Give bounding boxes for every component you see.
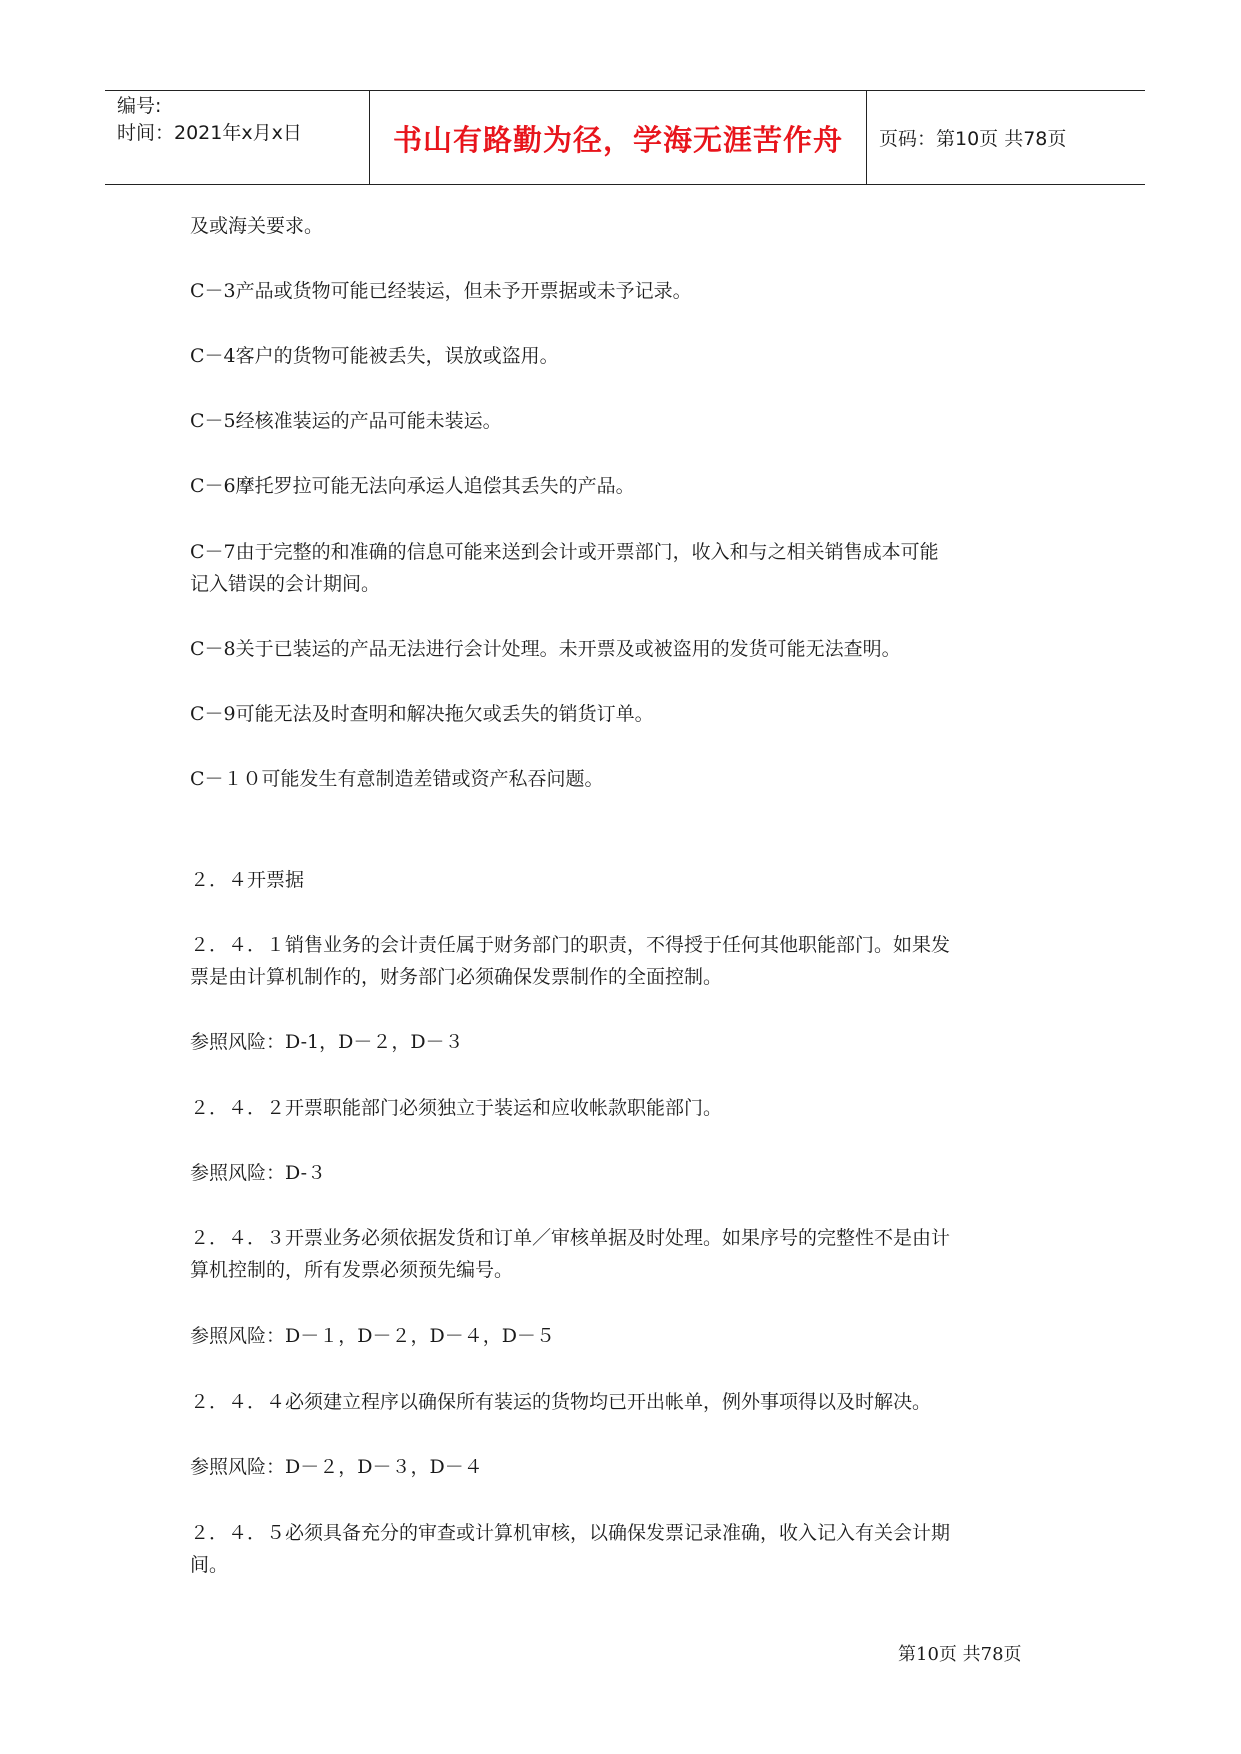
header-left-cell (105, 91, 369, 184)
paragraph: 票是由计算机制作的，财务部门必须确保发票制作的全面控制。 (190, 966, 723, 988)
header-motto-cell (369, 91, 867, 184)
paragraph: C－7由于完整的和准确的信息可能来送到会计或开票部门，收入和与之相关销售成本可能 (190, 541, 939, 563)
header-motto: 书山有路勤为径，学海无涯苦作舟 (392, 123, 843, 157)
paragraph: ２．４．１销售业务的会计责任属于财务部门的职责，不得授于任何其他职能部门。如果发 (190, 934, 951, 956)
page-footer: 第10页 共78页 (898, 1644, 1022, 1665)
paragraph: ２．４．３开票业务必须依据发货和订单／审核单据及时处理。如果序号的完整性不是由计 (190, 1227, 951, 1249)
reference-risk: 参照风险：D-1，D－２，D－３ (190, 1031, 464, 1053)
paragraph: C－9可能无法及时查明和解决拖欠或丢失的销货订单。 (190, 703, 654, 725)
document-number-label: 编号: (117, 95, 162, 117)
paragraph: 记入错误的会计期间。 (190, 573, 381, 595)
paragraph: C－4客户的货物可能被丢失，误放或盗用。 (190, 345, 559, 367)
section-heading: ２．４开票据 (190, 869, 305, 891)
paragraph: C－3产品或货物可能已经装运，但未予开票据或未予记录。 (190, 280, 692, 302)
paragraph: 间。 (190, 1554, 229, 1576)
paragraph: C－8关于已装运的产品无法进行会计处理。未开票及或被盗用的发货可能无法查明。 (190, 638, 901, 660)
paragraph: C－6摩托罗拉可能无法向承运人追偿其丢失的产品。 (190, 475, 635, 497)
reference-risk: 参照风险：D－１，D－２，D－４，D－５ (190, 1325, 555, 1347)
reference-risk: 参照风险：D-３ (190, 1162, 327, 1184)
paragraph: C－5经核准装运的产品可能未装运。 (190, 410, 502, 432)
header-page-info: 页码：第10页 共78页 (879, 128, 1067, 150)
reference-risk: 参照风险：D－２，D－３，D－４ (190, 1456, 483, 1478)
paragraph: ２．４．４必须建立程序以确保所有装运的货物均已开出帐单，例外事项得以及时解决。 (190, 1391, 932, 1413)
page-header (105, 90, 1145, 185)
paragraph: ２．４．５必须具备充分的审查或计算机审核，以确保发票记录准确，收入记入有关会计期 (190, 1522, 951, 1544)
header-page-cell (867, 91, 1145, 184)
paragraph: C－１０可能发生有意制造差错或资产私吞问题。 (190, 768, 604, 790)
document-time-label: 时间：2021年x月x日 (117, 122, 302, 144)
paragraph: 及或海关要求。 (190, 215, 324, 237)
paragraph: 算机控制的，所有发票必须预先编号。 (190, 1259, 514, 1281)
paragraph: ２．４．２开票职能部门必须独立于装运和应收帐款职能部门。 (190, 1097, 723, 1119)
